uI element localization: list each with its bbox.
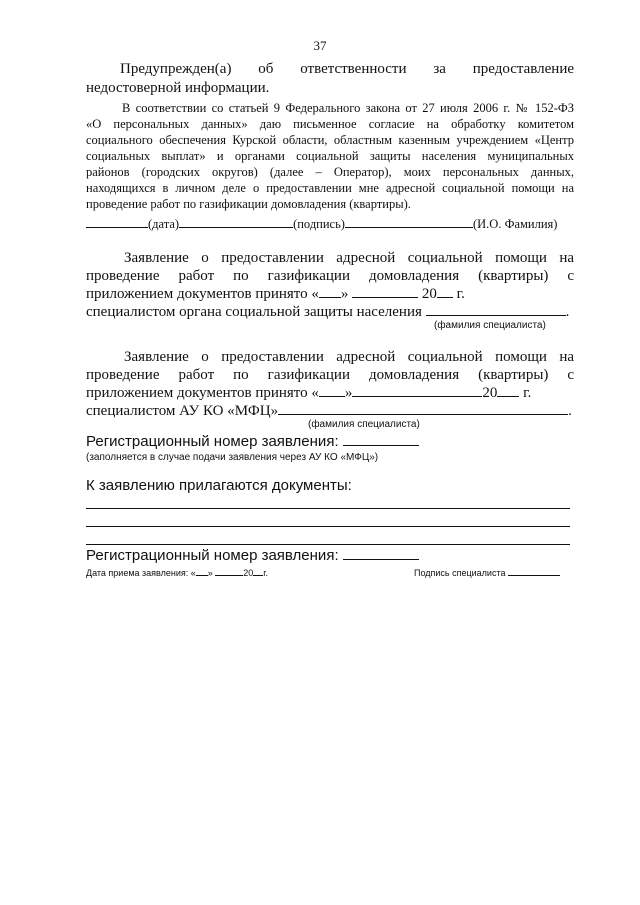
warning-line-2: недостоверной информации. xyxy=(86,80,270,96)
block1-line-1: Заявление о предоставлении адресной социальной помощи на xyxy=(124,250,575,266)
block1-line-4: специалистом органа социальной защиты населения . xyxy=(86,304,570,320)
page-number: 37 xyxy=(313,38,327,53)
block1-year-blank[interactable] xyxy=(437,286,453,298)
block1-line-2: проведение работ по газификации домовладения (квартиры) с xyxy=(86,268,575,284)
consent-line-5: районов (городских округов) (далее – Оператор), моих персональных данных, xyxy=(86,165,574,179)
registration2-line: Регистрационный номер заявления: xyxy=(86,547,419,564)
block2-line-3: приложением документов принято « » 20 г. xyxy=(86,385,532,401)
name-blank[interactable] xyxy=(345,216,473,228)
registration1-line: Регистрационный номер заявления: xyxy=(86,433,419,450)
block2-year-blank[interactable] xyxy=(497,385,519,397)
block1-day-blank[interactable] xyxy=(319,286,341,298)
block2-month-blank[interactable] xyxy=(352,385,482,397)
block2-caption: (фамилия специалиста) xyxy=(308,419,420,430)
block1-specialist-blank[interactable] xyxy=(426,304,566,316)
block2-line-2: проведение работ по газификации домовладения (квартиры) с xyxy=(86,367,575,383)
attachments-line-2[interactable] xyxy=(86,526,570,527)
consent-line-2: «О персональных данных» даю письменное согласие на обработку комитетом xyxy=(86,117,574,131)
warning-line-1: Предупрежден(а) об ответственности за предоставление xyxy=(120,61,575,77)
reception-day-blank[interactable] xyxy=(196,566,208,576)
block2-line-4: специалистом АУ КО «МФЦ» . xyxy=(86,403,572,419)
registration1-number-blank[interactable] xyxy=(343,434,419,446)
attachments-line-1[interactable] xyxy=(86,508,570,509)
specialist-signature: Подпись специалиста xyxy=(414,566,560,578)
consent-line-3: социального обеспечения Курской области, областным казенным учреждением «Центр xyxy=(86,133,574,147)
attachments-line-3[interactable] xyxy=(86,544,570,545)
consent-line-4: социальных выплат» и органами социальной защиты населения муниципальных xyxy=(86,149,574,163)
block1-caption: (фамилия специалиста) xyxy=(434,320,546,331)
block2-specialist-blank[interactable] xyxy=(278,403,568,415)
signature-blank[interactable] xyxy=(179,216,293,228)
reception-month-blank[interactable] xyxy=(215,566,243,576)
block1-month-blank[interactable] xyxy=(352,286,418,298)
consent-line-7: проведение работ по газификации домовладения (квартиры). xyxy=(86,197,411,211)
signature-row: (дата) (подпись) (И.О. Фамилия) xyxy=(86,216,557,232)
block2-line-1: Заявление о предоставлении адресной социальной помощи на xyxy=(124,349,575,365)
reception-year-blank[interactable] xyxy=(253,566,263,576)
consent-line-6: находящихся в личном деле о предоставлении мне адресной социальной помощи на xyxy=(86,181,574,195)
registration2-number-blank[interactable] xyxy=(343,548,419,560)
block2-day-blank[interactable] xyxy=(319,385,345,397)
block1-line-3: приложением документов принято « » 20 г. xyxy=(86,286,465,302)
specialist-signature-blank[interactable] xyxy=(508,566,560,576)
registration1-note: (заполняется в случае подачи заявления через АУ КО «МФЦ») xyxy=(86,452,379,463)
attachments-label: К заявлению прилагаются документы: xyxy=(86,477,352,494)
consent-line-1: В соответствии со статьей 9 Федерального закона от 27 июля 2006 г. № 152-ФЗ xyxy=(122,101,574,115)
reception-date-line: Дата приема заявления: « » 20 г. xyxy=(86,568,268,578)
date-blank[interactable] xyxy=(86,216,148,228)
